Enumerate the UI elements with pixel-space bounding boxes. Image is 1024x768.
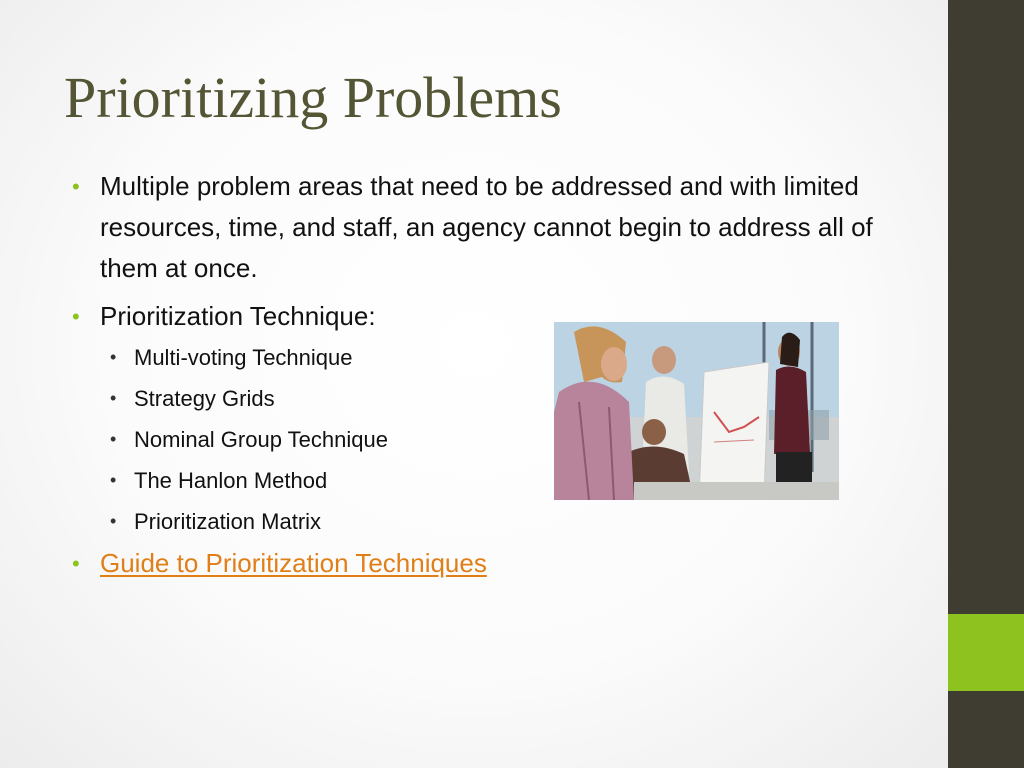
sub-bullet-text: Strategy Grids	[134, 386, 275, 411]
sub-bullet-item-5	[72, 501, 892, 542]
sub-bullet-icon: •	[110, 347, 117, 367]
sub-bullet-text: Prioritization Matrix	[134, 509, 322, 534]
sub-bullet-icon: •	[110, 429, 117, 449]
bullet-item-1	[72, 166, 892, 289]
bullet-icon: •	[72, 551, 80, 576]
sub-bullet-text: Nominal Group Technique	[134, 427, 388, 452]
slide-title: Prioritizing Problems	[64, 65, 562, 130]
sub-bullet-text: Multi-voting Technique	[134, 345, 353, 370]
sub-bullet-icon: •	[110, 511, 117, 531]
bullet-icon: •	[72, 174, 80, 199]
sub-bullet-text: The Hanlon Method	[134, 468, 328, 493]
bullet-text: Multiple problem areas that need to be addressed and with limited resources, time, and staff, an agency cannot begin to address all of them at once.	[100, 171, 873, 283]
sub-bullet-icon: •	[110, 388, 117, 408]
sub-bullet-icon: •	[110, 470, 117, 490]
bullet-icon: •	[72, 304, 80, 329]
bullet-text: Prioritization Technique:	[100, 301, 376, 331]
bullet-item-3	[72, 543, 892, 584]
guide-link[interactable]: Guide to Prioritization Techniques	[100, 548, 487, 578]
side-accent-block	[948, 614, 1024, 691]
meeting-photo	[554, 322, 839, 500]
